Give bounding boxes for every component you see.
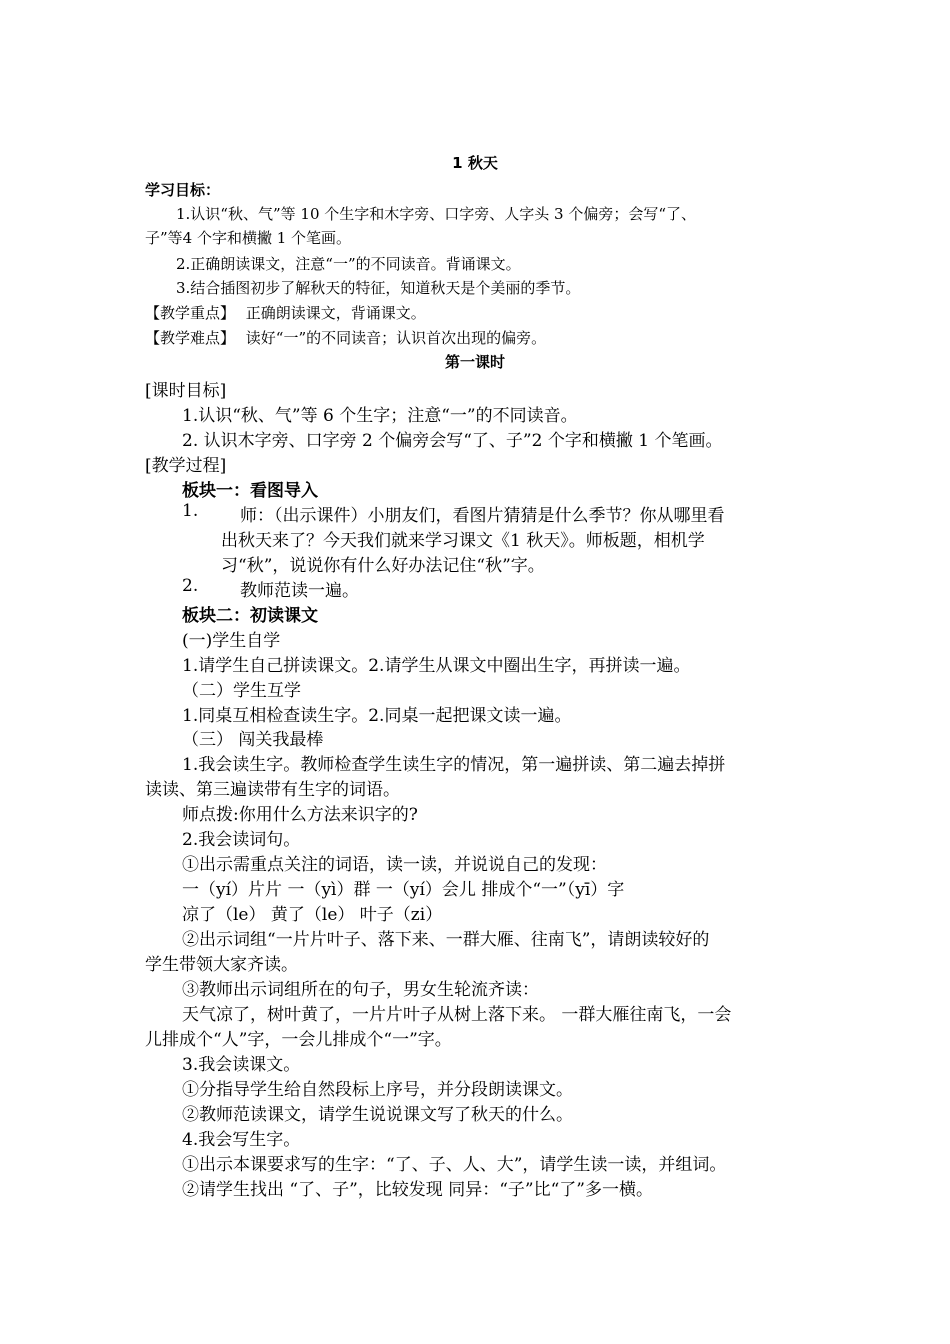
block1-item-line: 师：（出示课件）小朋友们，看图片猜猜是什么季节？你从哪里看	[240, 506, 725, 526]
difficulty-text: 读好“一”的不同读音；认识首次出现的偏旁。	[245, 329, 547, 347]
block1-item-number: 2.	[182, 576, 199, 596]
goal-line: 2. 认识木字旁、口字旁 2 个偏旁会写“了、子”2 个字和横撇 1 个笔画。	[182, 431, 723, 451]
process-heading: [教学过程]	[145, 456, 227, 476]
section-line: ②出示词组“一片片叶子、落下来、一群大雁、往南飞”，请朗读较好的	[182, 930, 710, 950]
key-point	[145, 302, 426, 323]
objective-line: 1.认识“秋、气”等 10 个生字和木字旁、口字旁、人字头 3 个偏旁；会写“了、	[176, 205, 697, 223]
objective-line: 2.正确朗读课文，注意“一”的不同读音。背诵课文。	[176, 255, 521, 273]
section-line: ①出示需重点关注的词语，读一读，并说说自己的发现：	[182, 855, 607, 875]
section-line: 1.请学生自己拼读课文。2.请学生从课文中圈出生字，再拼读一遍。	[182, 656, 691, 676]
section-line: ③教师出示词组所在的句子，男女生轮流齐读：	[182, 980, 539, 1000]
block1-item-line: 教师范读一遍。	[240, 581, 359, 601]
section-line: 2.我会读词句。	[182, 830, 301, 850]
section-line: 一（yí）片片 一（yì）群 一（yí）会儿 排成个“一”（yī）字	[182, 880, 625, 900]
section-line: 读读、第三遍读带有生字的词语。	[145, 780, 400, 800]
difficulty-point	[145, 327, 546, 348]
section-line: （二）学生互学	[182, 681, 301, 701]
objectives-heading: 学习目标：	[145, 181, 221, 199]
block1-item-line: 出秋天来了？今天我们就来学习课文《1 秋天》。师板题，相机学	[221, 531, 705, 551]
key-point-label: 【教学重点】	[145, 304, 236, 322]
block1-heading: 板块一：看图导入	[182, 481, 318, 501]
section-line: 师点拨:你用什么方法来识字的?	[182, 805, 418, 825]
block2-heading: 板块二：初读课文	[182, 606, 318, 626]
section-line: (一)学生自学	[182, 631, 281, 651]
section-line: 天气凉了，树叶黄了，一片片叶子从树上落下来。 一群大雁往南飞，一会	[182, 1005, 732, 1025]
goal-line: 1.认识“秋、气”等 6 个生字；注意“一”的不同读音。	[182, 406, 578, 426]
section-line: 凉了（le） 黄了（le） 叶子（zi）	[182, 905, 443, 925]
section-line: 3.我会读课文。	[182, 1055, 301, 1075]
block1-item-line: 习“秋”，说说你有什么好办法记住“秋”字。	[221, 556, 545, 576]
objective-line: 子”等4 个字和横撇 1 个笔画。	[145, 229, 352, 247]
key-point-text: 正确朗读课文，背诵课文。	[245, 304, 426, 322]
goals-heading: [课时目标]	[145, 381, 227, 401]
lesson-heading: 第一课时	[444, 353, 505, 371]
block1-item-number: 1.	[182, 501, 199, 521]
section-line: ②教师范读课文，请学生说说课文写了秋天的什么。	[182, 1105, 573, 1125]
section-line: 1.同桌互相检查读生字。2.同桌一起把课文读一遍。	[182, 706, 572, 726]
section-line: ①分指导学生给自然段标上序号，并分段朗读课文。	[182, 1080, 573, 1100]
section-line: 4.我会写生字。	[182, 1130, 301, 1150]
section-line: 儿排成个“人”字，一会儿排成个“一”字。	[145, 1030, 452, 1050]
page-title: 1 秋天	[452, 154, 498, 172]
section-line: 1.我会读生字。教师检查学生读生字的情况，第一遍拼读、第二遍去掉拼	[182, 755, 726, 775]
difficulty-label: 【教学难点】	[145, 329, 236, 347]
section-line: ①出示本课要求写的生字：“了、子、人、大”，请学生读一读，并组词。	[182, 1155, 727, 1175]
objective-line: 3.结合插图初步了解秋天的特征，知道秋天是个美丽的季节。	[176, 279, 581, 297]
section-line: ②请学生找出 “了、子”，比较发现 同异：“子”比“了”多一横。	[182, 1180, 653, 1200]
section-line: 学生带领大家齐读。	[145, 955, 298, 975]
section-line: （三） 闯关我最棒	[182, 730, 324, 750]
